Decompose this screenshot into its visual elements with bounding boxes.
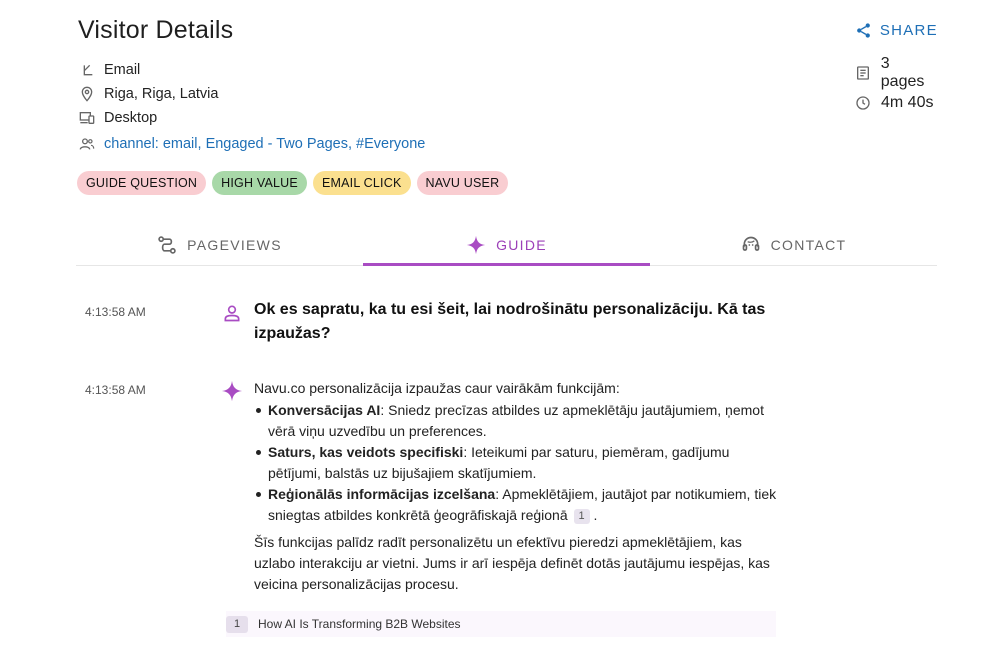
citation-badge[interactable]: 1 [574, 509, 590, 524]
question-text: Ok es sapratu, ka tu esi šeit, lai nodrošinātu personalizāciju. Kā tas izpaužas? [254, 301, 766, 342]
devices-icon [78, 109, 96, 127]
tab-guide[interactable] [363, 224, 650, 265]
list-item [254, 484, 784, 526]
share-label: SHARE [879, 22, 938, 39]
tag-chip-navu-user[interactable]: NAVU USER [417, 171, 509, 195]
tab-label: CONTACT [770, 236, 847, 253]
visit-stats [855, 55, 937, 118]
list-item [254, 442, 784, 484]
tag-chip-guide-question[interactable]: GUIDE QUESTION [77, 171, 206, 195]
list-item [254, 400, 784, 442]
answer-outro: Šīs funkcijas palīdz radīt personalizētu un efektīvu pieredzi apmeklētājiem, kas uzlabo interakciju ar vietni. Jums ir arī iespēja definēt dotās jautājumu iespējas, kas veicina personalizācijas procesu. [254, 534, 770, 592]
arrow-down-left-icon [78, 61, 96, 79]
support-agent-icon [741, 235, 761, 255]
list-item-text: : Sniedz precīzas atbildes uz apmeklētāju jautājumiem, ņemot vērā viņu uzvedību un preferences. [268, 402, 764, 439]
segment-link-everyone[interactable]: #Everyone [356, 136, 426, 152]
tab-pageviews[interactable] [76, 224, 363, 265]
list-item-title: Saturs, kas veidots specifiski [268, 444, 464, 460]
page-title: Visitor Details [78, 16, 234, 44]
visitor-header [78, 14, 938, 48]
list-item-title: Reģionālās informācijas izcelšana [268, 486, 496, 502]
visitor-meta [78, 58, 425, 156]
source-reference[interactable] [226, 611, 776, 637]
clock-icon [855, 94, 873, 112]
tab-contact[interactable] [650, 224, 937, 265]
route-icon [157, 235, 177, 255]
message-timestamp: 4:13:58 AM [85, 383, 146, 397]
tag-chip-high-value[interactable]: HIGH VALUE [212, 171, 307, 195]
share-icon [855, 22, 872, 39]
pages-stat [855, 55, 937, 90]
list-item-tail: . [593, 507, 598, 523]
answer-intro: Navu.co personalizācija izpaužas caur vairākām funkcijām: [254, 380, 620, 396]
sparkle-icon [221, 380, 243, 402]
tab-label: PAGEVIEWS [187, 236, 282, 253]
segments-row [78, 132, 425, 156]
list-item-text: : Ieteikumi par saturu, piemēram, gadījumu pētījumi, balstās uz bijušajiem skatījumiem. [268, 444, 730, 481]
segment-separator: , [197, 136, 206, 152]
tag-chip-email-click[interactable]: EMAIL CLICK [313, 171, 411, 195]
document-icon [855, 64, 873, 82]
list-item-text: : Apmeklētājiem, jautājot par notikumiem, tiek sniegtas atbildes konkrētā ģeogrāfiskajā reģionā [268, 486, 777, 523]
source-text: Email [104, 62, 141, 78]
location-row [78, 82, 425, 106]
location-pin-icon [78, 85, 96, 103]
visitor-tags [77, 171, 508, 195]
detail-tabs [76, 224, 937, 266]
group-icon [78, 135, 96, 153]
segment-link-engaged[interactable]: Engaged - Two Pages [205, 136, 348, 152]
device-row [78, 106, 425, 130]
answer-list [254, 400, 784, 526]
duration-value: 4m 40s [881, 94, 934, 111]
list-item-title: Konversācijas AI [268, 402, 381, 418]
pages-count: 3 pages [880, 55, 925, 90]
user-icon [222, 303, 242, 323]
segment-link-channel[interactable]: channel: email [104, 136, 198, 152]
source-title: How AI Is Transforming B2B Websites [258, 617, 461, 631]
segment-separator: , [347, 136, 357, 152]
message-timestamp: 4:13:58 AM [85, 305, 146, 319]
tab-label: GUIDE [496, 236, 547, 253]
share-button[interactable] [855, 22, 938, 39]
source-row [78, 58, 425, 82]
source-number: 1 [226, 616, 248, 633]
sparkle-icon [466, 235, 486, 255]
duration-stat [855, 88, 937, 118]
device-text: Desktop [104, 110, 158, 126]
location-text: Riga, Riga, Latvia [104, 86, 219, 102]
answer-body [254, 378, 784, 595]
question-body [254, 298, 784, 346]
